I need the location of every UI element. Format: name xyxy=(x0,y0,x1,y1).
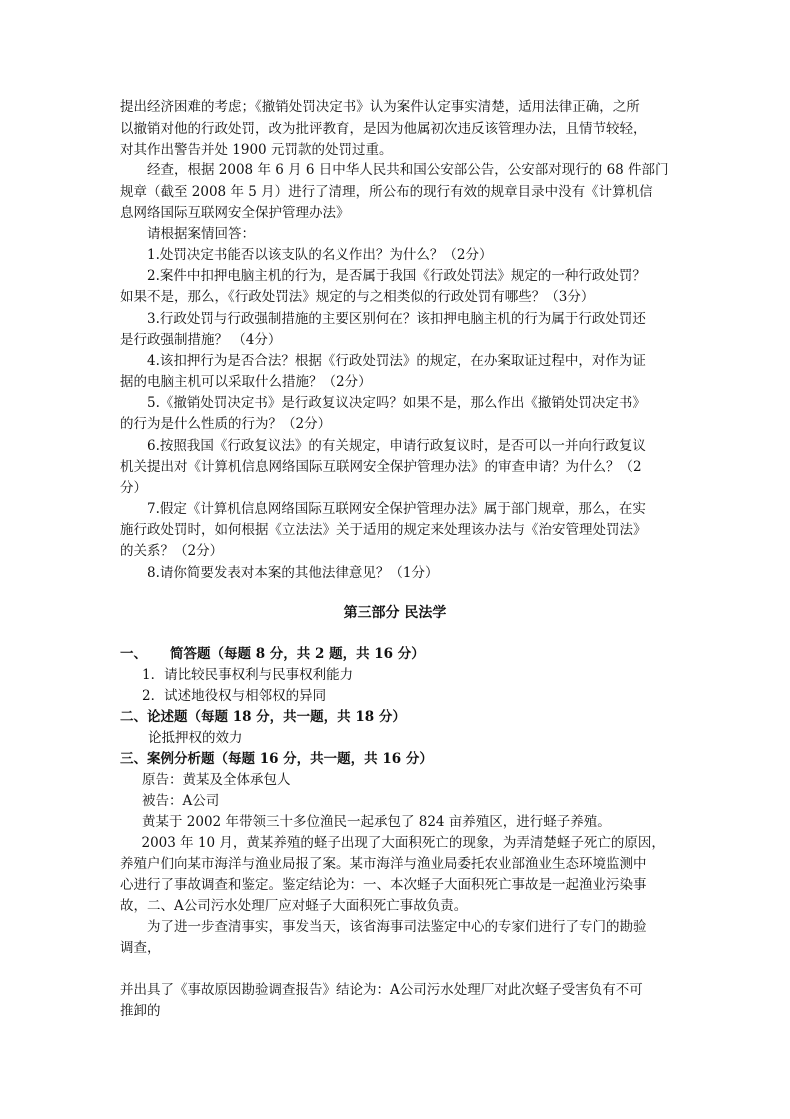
text-line: 据的电脑主机可以采取什么措施？（2分） xyxy=(120,374,372,390)
question-4: 4.该扣押行为是否合法？根据《行政处罚法》的规定，在办案取证过程中，对作为证 xyxy=(120,353,646,369)
question-6: 6.按照我国《行政复议法》的有关规定，申请行政复议时，是否可以一并向行政复议 xyxy=(120,438,646,454)
text-line: 以撤销对他的行政处罚，改为批评教育，是因为他属初次违反该管理办法，且情节较轻， xyxy=(120,121,647,137)
question-5: 5.《撤销处罚决定书》是行政复议决定吗？如果不是，那么作出《撤销处罚决定书》 xyxy=(120,395,646,411)
question-1: 1.处罚决定书能否以该支队的名义作出？为什么？（2分） xyxy=(120,247,493,263)
text-line: 对其作出警告并处 1900 元罚款的处罚过重。 xyxy=(120,142,393,158)
text-line: 调查， xyxy=(120,940,161,956)
text-line: 施行政处罚时，如何根据《立法法》关于适用的规定来处理该办法与《治安管理处罚法》 xyxy=(120,522,647,538)
text-line: 的行为是什么性质的行为？（2分） xyxy=(120,416,332,432)
section-title: 三、案例分析题（每题 16 分，共一题，共 16 分） xyxy=(120,751,433,767)
question-2: 2.案件中扣押电脑主机的行为，是否属于我国《行政处罚法》规定的一种行政处罚？ xyxy=(120,268,646,284)
text-line: 是行政强制措施？ （4分） xyxy=(120,332,282,348)
text-line: 息网络国际互联网安全保护管理办法》 xyxy=(120,205,350,221)
question-7: 7.假定《计算机信息网络国际互联网安全保护管理办法》属于部门规章，那么，在实 xyxy=(120,501,646,517)
list-item: 论抵押权的效力 xyxy=(148,730,243,746)
list-item: 2．试述地役权与相邻权的异同 xyxy=(142,688,327,704)
question-3: 3.行政处罚与行政强制措施的主要区别何在？该扣押电脑主机的行为属于行政处罚还 xyxy=(120,311,646,327)
text-line: 如果不是，那么，《行政处罚法》规定的与之相类似的行政处罚有哪些？（3分） xyxy=(120,289,595,305)
defendant-line: 被告：A公司 xyxy=(142,793,220,809)
text-line: 机关提出对《计算机信息网络国际互联网安全保护管理办法》的审查申请？为什么？（2 xyxy=(120,459,642,475)
plaintiff-line: 原告：黄某及全体承包人 xyxy=(142,772,291,788)
text-line: 请根据案情回答： xyxy=(120,226,255,242)
section-title: 简答题（每题 8 分，共 2 题，共 16 分） xyxy=(170,646,425,662)
section-title: 二、论述题（每题 18 分，共一题，共 18 分） xyxy=(120,709,406,725)
text-line: 推卸的 xyxy=(120,1003,161,1019)
list-item: 1．请比较民事权利与民事权利能力 xyxy=(142,667,354,683)
text-line: 黄某于 2002 年带领三十多位渔民一起承包了 824 亩养殖区，进行蛏子养殖。 xyxy=(142,814,611,830)
text-line: 规章（截至 2008 年 5 月）进行了清理，所公布的现行有效的规章目录中没有《计算机信 xyxy=(120,184,653,200)
text-line: 为了进一步查清事实，事发当天，该省海事司法鉴定中心的专家们进行了专门的勘验 xyxy=(120,919,647,935)
question-8: 8.请你简要发表对本案的其他法律意见？（1分） xyxy=(120,565,439,581)
text-line: 的关系？（2分） xyxy=(120,543,224,559)
text-line: 2003 年 10 月，黄某养殖的蛏子出现了大面积死亡的现象，为弄清楚蛏子死亡的原因， xyxy=(128,835,665,851)
section-number: 一、 xyxy=(120,646,147,662)
text-line: 养殖户们向某市海洋与渔业局报了案。某市海洋与渔业局委托农业部渔业生态环境监测中 xyxy=(120,856,647,872)
part-heading: 第三部分 民法学 xyxy=(343,605,447,621)
text-line: 并出具了《事故原因勘验调查报告》结论为：A公司污水处理厂对此次蛏子受害负有不可 xyxy=(120,982,643,998)
text-line: 经查，根据 2008 年 6 月 6 日中华人民共和国公安部公告，公安部对现行的 68 件部门 xyxy=(120,162,669,178)
text-line: 提出经济困难的考虑；《撤销处罚决定书》认为案件认定事实清楚，适用法律正确，之所 xyxy=(120,99,640,115)
text-line: 心进行了事故调查和鉴定。鉴定结论为：一、本次蛏子大面积死亡事故是一起渔业污染事 xyxy=(120,877,647,893)
text-line: 故，二、A公司污水处理厂应对蛏子大面积死亡事故负责。 xyxy=(120,898,468,914)
text-line: 分） xyxy=(120,480,147,496)
